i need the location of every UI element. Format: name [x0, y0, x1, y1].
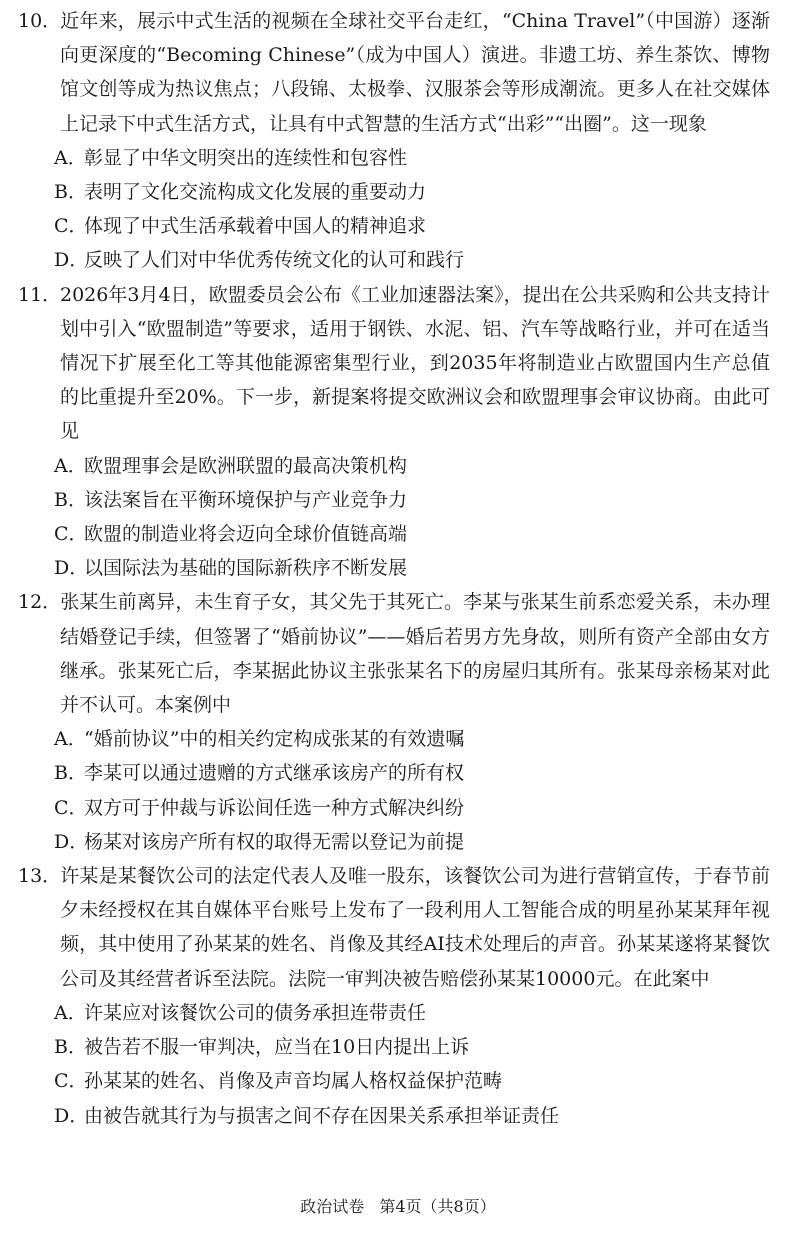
question-number: 11．	[18, 283, 62, 306]
option-letter: A．	[54, 146, 87, 169]
option-text: 孙某某的姓名、肖像及声音均属人格权益保护范畴	[84, 1070, 503, 1093]
option-letter: B．	[54, 488, 87, 511]
page-footer	[0, 1196, 796, 1218]
option-letter: A．	[54, 728, 87, 751]
question-number: 12．	[18, 591, 62, 614]
option-text: 杨某对该房产所有权的取得无需以登记为前提	[84, 830, 465, 853]
option-text: 由被告就其行为与损害之间不存在因果关系承担举证责任	[84, 1104, 560, 1127]
option-text: “婚前协议”中的相关约定构成张某的有效遗嘱	[84, 728, 465, 751]
option-text: 双方可于仲裁与诉讼间任选一种方式解决纠纷	[84, 796, 465, 819]
option-letter: C．	[54, 796, 88, 819]
option-text: 彰显了中华文明突出的连续性和包容性	[84, 146, 408, 169]
option-d	[18, 825, 770, 859]
question-text: 近年来，展示中式生活的视频在全球社交平台走红，“China Travel”（中国游）逐渐向更深度的“Becoming Chinese”（成为中国人）演进。非遗工坊、养生茶饮、博物馆文创等成为热议焦点；八段锦、太极拳、汉服茶会等形成潮流。更多人在社交媒体上记录下中式生活方式，让具有中式智慧的生活方式“出彩”“出圈”。这一现象	[60, 10, 770, 135]
option-c	[18, 791, 770, 825]
option-letter: B．	[54, 181, 87, 204]
option-b	[18, 756, 770, 790]
footer-page-number: 第4页（共8页）	[379, 1197, 496, 1216]
option-text: 许某应对该餐饮公司的债务承担连带责任	[84, 1001, 427, 1024]
question-stem	[18, 859, 770, 996]
option-b	[18, 1030, 770, 1064]
question-number: 13．	[18, 865, 62, 888]
option-letter: C．	[54, 523, 88, 546]
option-a	[18, 722, 770, 756]
option-d	[18, 1099, 770, 1133]
option-text: 体现了中式生活承载着中国人的精神追求	[84, 215, 427, 238]
option-letter: D．	[54, 557, 89, 580]
option-letter: A．	[54, 454, 87, 477]
option-text: 表明了文化交流构成文化发展的重要动力	[84, 181, 427, 204]
option-c	[18, 517, 770, 551]
option-d	[18, 243, 770, 277]
option-c	[18, 1064, 770, 1098]
question-stem	[18, 278, 770, 449]
option-text: 欧盟的制造业将会迈向全球价值链高端	[84, 523, 408, 546]
option-letter: D．	[54, 1104, 89, 1127]
question-number: 10．	[18, 10, 62, 32]
option-b	[18, 483, 770, 517]
option-letter: C．	[54, 215, 88, 238]
option-a	[18, 996, 770, 1030]
option-letter: A．	[54, 1001, 87, 1024]
option-a	[18, 449, 770, 483]
option-letter: D．	[54, 830, 89, 853]
option-text: 反映了人们对中华优秀传统文化的认可和践行	[84, 249, 465, 272]
option-text: 欧盟理事会是欧洲联盟的最高决策机构	[84, 454, 408, 477]
question-12	[18, 585, 770, 859]
option-c	[18, 209, 770, 243]
option-letter: B．	[54, 762, 87, 785]
option-text: 被告若不服一审判决，应当在10日内提出上诉	[84, 1036, 470, 1059]
option-text: 该法案旨在平衡环境保护与产业竞争力	[84, 488, 408, 511]
option-text: 李某可以通过遗赠的方式继承该房产的所有权	[84, 762, 465, 785]
option-letter: D．	[54, 249, 89, 272]
question-text: 许某是某餐饮公司的法定代表人及唯一股东，该餐饮公司为进行营销宣传，于春节前夕未经授权在其自媒体平台账号上发布了一段利用人工智能合成的明星孙某某拜年视频，其中使用了孙某某的姓名、肖像及其经AI技术处理后的声音。孙某某遂将某餐饮公司及其经营者诉至法院。法院一审判决被告赔偿孙某某10000元。在此案中	[60, 865, 770, 990]
question-text: 2026年3月4日，欧盟委员会公布《工业加速器法案》，提出在公共采购和公共支持计划中引入“欧盟制造”等要求，适用于钢铁、水泥、铝、汽车等战略行业，并可在适当情况下扩展至化工等其他能源密集型行业，到2035年将制造业占欧盟国内生产总值的比重提升至20%。下一步，新提案将提交欧洲议会和欧盟理事会审议协商。由此可见	[60, 283, 770, 443]
footer-subject: 政治试卷	[300, 1197, 365, 1216]
question-stem	[18, 4, 770, 141]
option-letter: B．	[54, 1036, 87, 1059]
option-d	[18, 551, 770, 585]
question-13	[18, 859, 770, 1133]
option-letter: C．	[54, 1070, 88, 1093]
question-stem	[18, 585, 770, 722]
question-10	[18, 4, 770, 278]
option-b	[18, 175, 770, 209]
option-a	[18, 141, 770, 175]
option-text: 以国际法为基础的国际新秩序不断发展	[84, 557, 408, 580]
question-text: 张某生前离异，未生育子女，其父先于其死亡。李某与张某生前系恋爱关系，未办理结婚登记手续，但签署了“婚前协议”——婚后若男方先身故，则所有资产全部由女方继承。张某死亡后，李某据此协议主张张某名下的房屋归其所有。张某母亲杨某对此并不认可。本案例中	[60, 591, 770, 717]
question-11	[18, 278, 770, 586]
